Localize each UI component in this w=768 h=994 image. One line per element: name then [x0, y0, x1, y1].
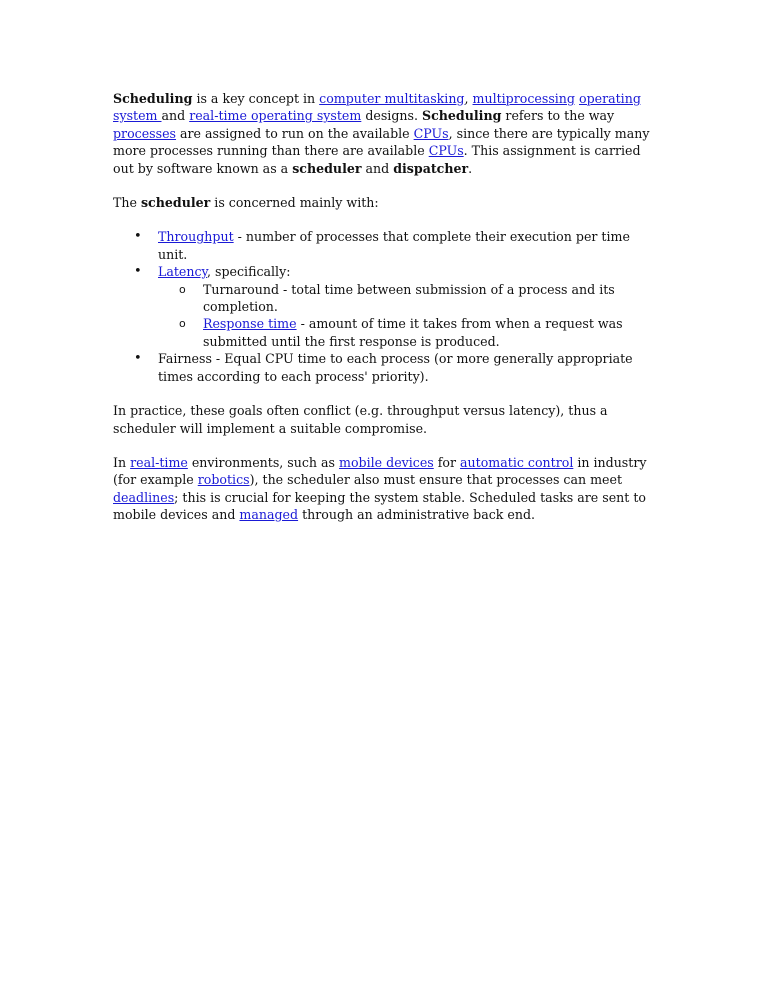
text-segment: is concerned mainly with: [210, 195, 379, 211]
term-scheduling: Scheduling [113, 91, 193, 106]
text-segment: In practice, these goals often conflict (e.g. throughput versus latency), thus a scheduler will implement a suitable compromise. [113, 403, 608, 436]
latency-sublist [158, 281, 658, 351]
real-time-paragraph [113, 454, 658, 524]
list-item-throughput [158, 228, 658, 263]
link-managed[interactable]: managed [239, 507, 299, 523]
practice-paragraph [113, 402, 658, 437]
text-segment: In [113, 454, 131, 470]
term-scheduling: Scheduling [421, 108, 502, 124]
list-item-text: Turnaround - total time between submission of a process and its completion. [203, 281, 615, 315]
text-segment: . This assignment is carried out by software known as a [113, 143, 641, 176]
text-segment: and [361, 160, 394, 176]
list-item-text: - number of processes that complete their execution per time unit. [158, 229, 630, 262]
intro-paragraph [113, 90, 658, 177]
link-cpus[interactable]: CPUs [413, 125, 449, 141]
text-segment: , [464, 91, 473, 106]
text-segment: are assigned to run on the available [176, 125, 414, 141]
link-operating-system[interactable]: operating system [113, 91, 641, 124]
text-segment: is a key concept in [192, 91, 320, 106]
link-mobile-devices[interactable]: mobile devices [339, 454, 434, 470]
text-segment: in industry (for example [113, 454, 647, 488]
text-segment: through an administrative back end. [298, 507, 536, 523]
link-robotics[interactable]: robotics [197, 472, 250, 488]
text-segment: , since there are typically many more processes running than there are available [113, 125, 650, 159]
concerns-list [113, 228, 658, 385]
link-computer-multitasking[interactable]: computer multitasking [319, 91, 465, 106]
link-latency[interactable]: Latency [158, 264, 207, 280]
list-item-latency [158, 263, 658, 350]
sublist-item-turnaround [203, 281, 658, 316]
text-segment: ; this is crucial for keeping the system stable. Scheduled tasks are sent to mobile devices and [113, 489, 646, 523]
text-segment: designs. [361, 108, 422, 124]
link-real-time-operating-system[interactable]: real-time operating system [189, 108, 362, 124]
term-scheduler: scheduler [140, 195, 211, 211]
scheduler-concerns-paragraph [113, 194, 658, 211]
list-item-text: Fairness - Equal CPU time to each process (or more generally appropriate times according to each process' priority). [158, 351, 633, 384]
text-segment: environments, such as [187, 454, 340, 470]
text-segment: . [468, 160, 473, 176]
list-item-text: - amount of time it takes from when a request was submitted until the first response is produced. [203, 316, 623, 349]
text-segment: and [161, 108, 190, 124]
link-response-time[interactable]: Response time [203, 316, 297, 332]
sublist-item-response-time [203, 315, 658, 350]
text-segment: for [433, 454, 461, 470]
link-multiprocessing[interactable]: multiprocessing [472, 91, 575, 106]
link-throughput[interactable]: Throughput [158, 229, 234, 245]
term-scheduler: scheduler [292, 160, 362, 176]
link-deadlines[interactable]: deadlines [113, 489, 175, 505]
text-segment: ), the scheduler also must ensure that processes can meet [249, 472, 623, 488]
link-real-time[interactable]: real-time [130, 454, 188, 470]
link-cpus[interactable]: CPUs [428, 143, 464, 159]
link-automatic-control[interactable]: automatic control [460, 454, 574, 470]
text-segment: The [113, 195, 141, 211]
list-item-fairness [158, 350, 658, 385]
document-page [113, 90, 658, 541]
link-processes[interactable]: processes [113, 125, 177, 141]
term-dispatcher: dispatcher [393, 160, 469, 176]
list-item-text: , specifically: [207, 264, 291, 280]
text-segment: refers to the way [501, 108, 615, 124]
